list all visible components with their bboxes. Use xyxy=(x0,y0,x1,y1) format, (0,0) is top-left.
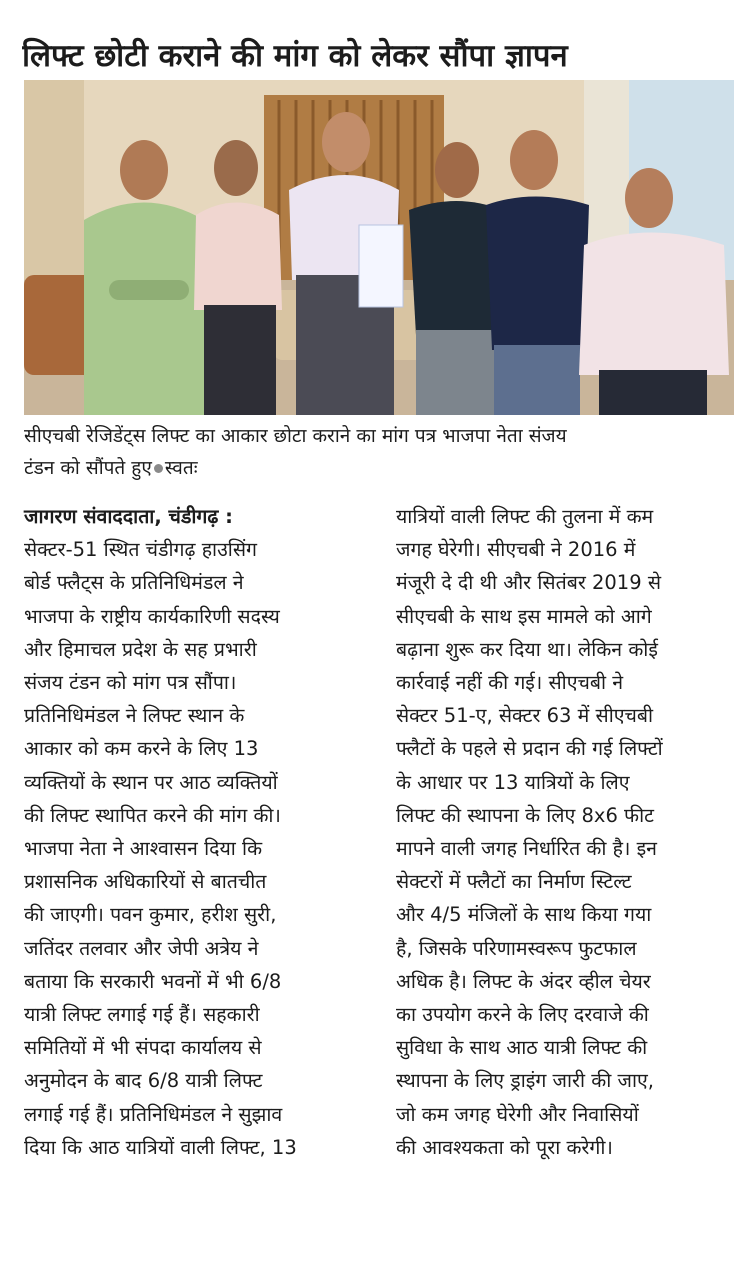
article-line: की आवश्यकता को पूरा करेगी। xyxy=(396,1135,613,1159)
article-line: फ्लैटों के पहले से प्रदान की गई लिफ्टों xyxy=(396,737,663,761)
article-line: सीएचबी के साथ इस मामले को आगे xyxy=(396,604,652,628)
group-photo-icon xyxy=(24,80,734,415)
article-line: बढ़ाना शुरू कर दिया था। लेकिन कोई xyxy=(396,637,658,661)
article-line: बताया कि सरकारी भवनों में भी 6/8 xyxy=(24,969,282,993)
headline: लिफ्ट छोटी कराने की मांग को लेकर सौंपा ज्ञापन xyxy=(22,37,568,74)
article-line: सेक्टरों में फ्लैटों का निर्माण स्टिल्ट xyxy=(396,870,632,894)
article-line: की लिफ्ट स्थापित करने की मांग की। xyxy=(24,803,281,827)
article-line: सुविधा के साथ आठ यात्री लिफ्ट की xyxy=(396,1036,648,1060)
caption-line-2: टंडन को सौंपते हुए स्वतः xyxy=(24,457,198,479)
article-line: भाजपा के राष्ट्रीय कार्यकारिणी सदस्य xyxy=(24,604,280,628)
article-line: संजय टंडन को मांग पत्र सौंपा। xyxy=(24,671,237,695)
article-line: यात्रियों वाली लिफ्ट की तुलना में कम xyxy=(396,505,654,528)
article-line: यात्री लिफ्ट लगाई गई हैं। सहकारी xyxy=(24,1003,260,1027)
article-line: व्यक्तियों के स्थान पर आठ व्यक्तियों xyxy=(24,770,278,794)
photo-caption xyxy=(24,420,734,484)
article-line: और हिमाचल प्रदेश के सह प्रभारी xyxy=(24,637,257,661)
article-line: स्थापना के लिए ड्राइंग जारी की जाए, xyxy=(396,1069,654,1093)
article-line: मापने वाली जगह निर्धारित की है। इन xyxy=(396,837,657,861)
article-line: लगाई गई हैं। प्रतिनिधिमंडल ने सुझाव xyxy=(24,1102,283,1126)
article-line: की जाएगी। पवन कुमार, हरीश सुरी, xyxy=(24,903,277,927)
caption-line-1: सीएचबी रेजिडेंट्स लिफ्ट का आकार छोटा कराने का मांग पत्र भाजपा नेता संजय xyxy=(24,425,567,447)
article-line: का उपयोग करने के लिए दरवाजे की xyxy=(396,1003,649,1027)
article-line: दिया कि आठ यात्रियों वाली लिफ्ट, 13 xyxy=(24,1135,297,1159)
article-line: सेक्टर 51-ए, सेक्टर 63 में सीएचबी xyxy=(396,704,654,728)
article-line: लिफ्ट की स्थापना के लिए 8x6 फीट xyxy=(396,803,654,827)
bullet-icon xyxy=(154,464,163,473)
photo-credit: स्वतः xyxy=(164,457,198,479)
byline: जागरण संवाददाता, चंडीगढ़ : xyxy=(24,505,233,528)
article-line: समितियों में भी संपदा कार्यालय से xyxy=(24,1036,262,1060)
article-line: है, जिसके परिणामस्वरूप फुटफाल xyxy=(396,936,637,960)
article-line: प्रतिनिधिमंडल ने लिफ्ट स्थान के xyxy=(24,704,245,728)
article-line: जगह घेरेगी। सीएचबी ने 2016 में xyxy=(396,538,636,562)
article-line: कार्रवाई नहीं की गई। सीएचबी ने xyxy=(396,671,624,695)
article-line: के आधार पर 13 यात्रियों के लिए xyxy=(396,770,630,794)
article-line: अधिक है। लिफ्ट के अंदर व्हील चेयर xyxy=(396,969,651,993)
article-line: जतिंदर तलवार और जेपी अत्रेय ने xyxy=(24,936,259,960)
article-line: जो कम जगह घेरेगी और निवासियों xyxy=(396,1102,639,1126)
group-photo xyxy=(24,80,734,415)
article-line: प्रशासनिक अधिकारियों से बातचीत xyxy=(24,870,267,894)
article-column-left xyxy=(24,500,374,1164)
article-line: बोर्ड फ्लैट्स के प्रतिनिधिमंडल ने xyxy=(24,571,244,595)
article-line: और 4/5 मंजिलों के साथ किया गया xyxy=(396,903,652,927)
article-line: सेक्टर-51 स्थित चंडीगढ़ हाउसिंग xyxy=(24,538,258,562)
article-line: अनुमोदन के बाद 6/8 यात्री लिफ्ट xyxy=(24,1069,263,1093)
article-line: भाजपा नेता ने आश्वासन दिया कि xyxy=(24,837,263,861)
article-line: आकार को कम करने के लिए 13 xyxy=(24,737,259,761)
article-column-right xyxy=(396,500,736,1164)
article-line: मंजूरी दे दी थी और सितंबर 2019 से xyxy=(396,571,662,595)
